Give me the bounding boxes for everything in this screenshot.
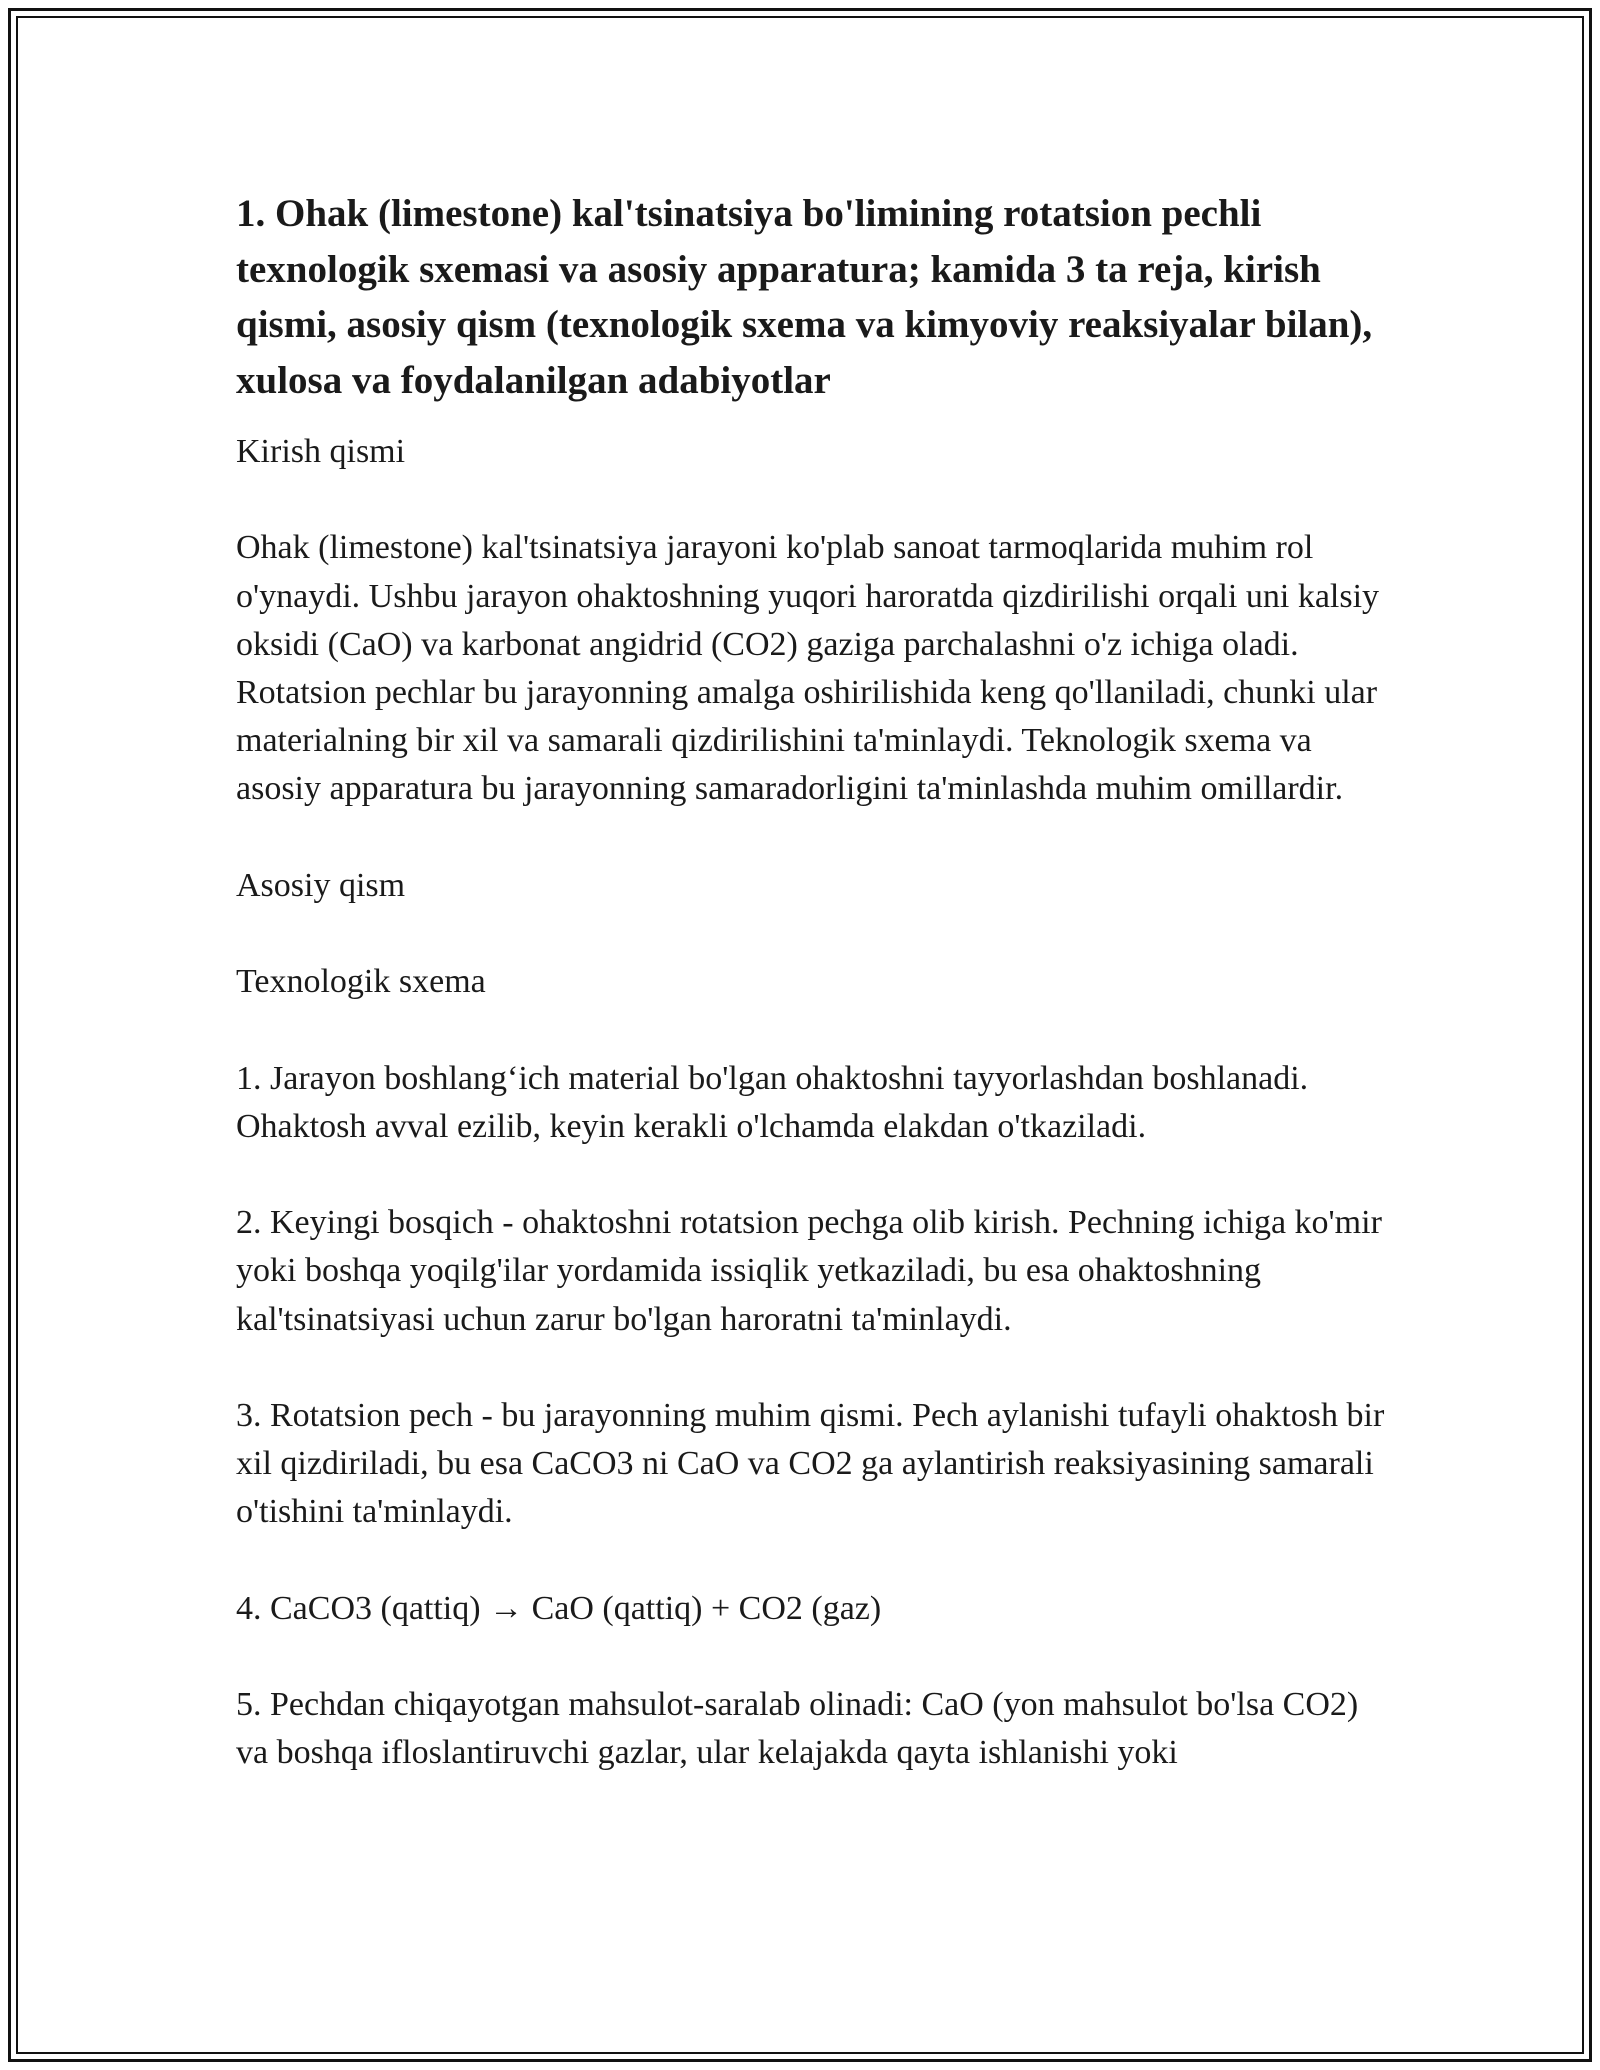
subsection-heading-scheme: Texnologik sxema — [236, 963, 486, 1001]
list-item: 1. Jarayon boshlang‘ich material bo'lgan ohaktoshni tayyorlashdan boshlanadi. Ohaktosh avval ezilib, keyin kerakli o'lchamda elakdan o'tkaziladi. — [236, 1059, 1309, 1145]
list-item: 2. Keyingi bosqich - ohaktoshni rotatsion pechga olib kirish. Pechning ichiga ko'mir yoki boshqa yoqilg'ilar yordamida issiqlik yetkaziladi, bu esa ohaktoshning kal'tsinatsiyasi uchun zarur bo'lgan haroratni ta'minlaydi. — [236, 1204, 1382, 1338]
section-heading-main: Asosiy qism — [236, 866, 406, 904]
document-body — [236, 186, 1386, 1826]
list-item: 5. Pechdan chiqayotgan mahsulot-saralab olinadi: CaO (yon mahsulot bo'lsa CO2) va boshqa ifloslantiruvchi gazlar, ular kelajakda qayta ishlanishi yoki — [236, 1686, 1359, 1772]
document-title: 1. Ohak (limestone) kal'tsinatsiya bo'limining rotatsion pechli texnologik sxemasi va asosiy apparatura; kamida 3 ta reja, kirish qismi, asosiy qism (texnologik sxema va kimyoviy reaksiyalar bilan), xulosa va foydalanilgan adabiyotlar — [236, 192, 1373, 402]
intro-paragraph: Ohak (limestone) kal'tsinatsiya jarayoni ko'plab sanoat tarmoqlarida muhim rol o'ynaydi. Ushbu jarayon ohaktoshning yuqori haroratda qizdirilishi orqali uni kalsiy oksidi (CaO) va karbonat angidrid (CO2) gaziga parchalashni o'z ichiga oladi. Rotatsion pechlar bu jarayonning amalga oshirilishida keng qo'llaniladi, chunki ular materialning bir xil va samarali qizdirilishini ta'minlaydi. Teknologik sxema va asosiy apparatura bu jarayonning samaradorligini ta'minlashda muhim omillardir. — [236, 529, 1380, 808]
list-item: 3. Rotatsion pech - bu jarayonning muhim qismi. Pech aylanishi tufayli ohaktosh bir xil qizdiriladi, bu esa CaCO3 ni CaO va CO2 ga aylantirish reaksiyasining samarali o'tishini ta'minlaydi. — [236, 1396, 1385, 1531]
section-heading-intro: Kirish qismi — [236, 433, 406, 470]
reaction-equation: 4. CaCO3 (qattiq) → CaO (qattiq) + CO2 (gaz) — [236, 1589, 882, 1627]
